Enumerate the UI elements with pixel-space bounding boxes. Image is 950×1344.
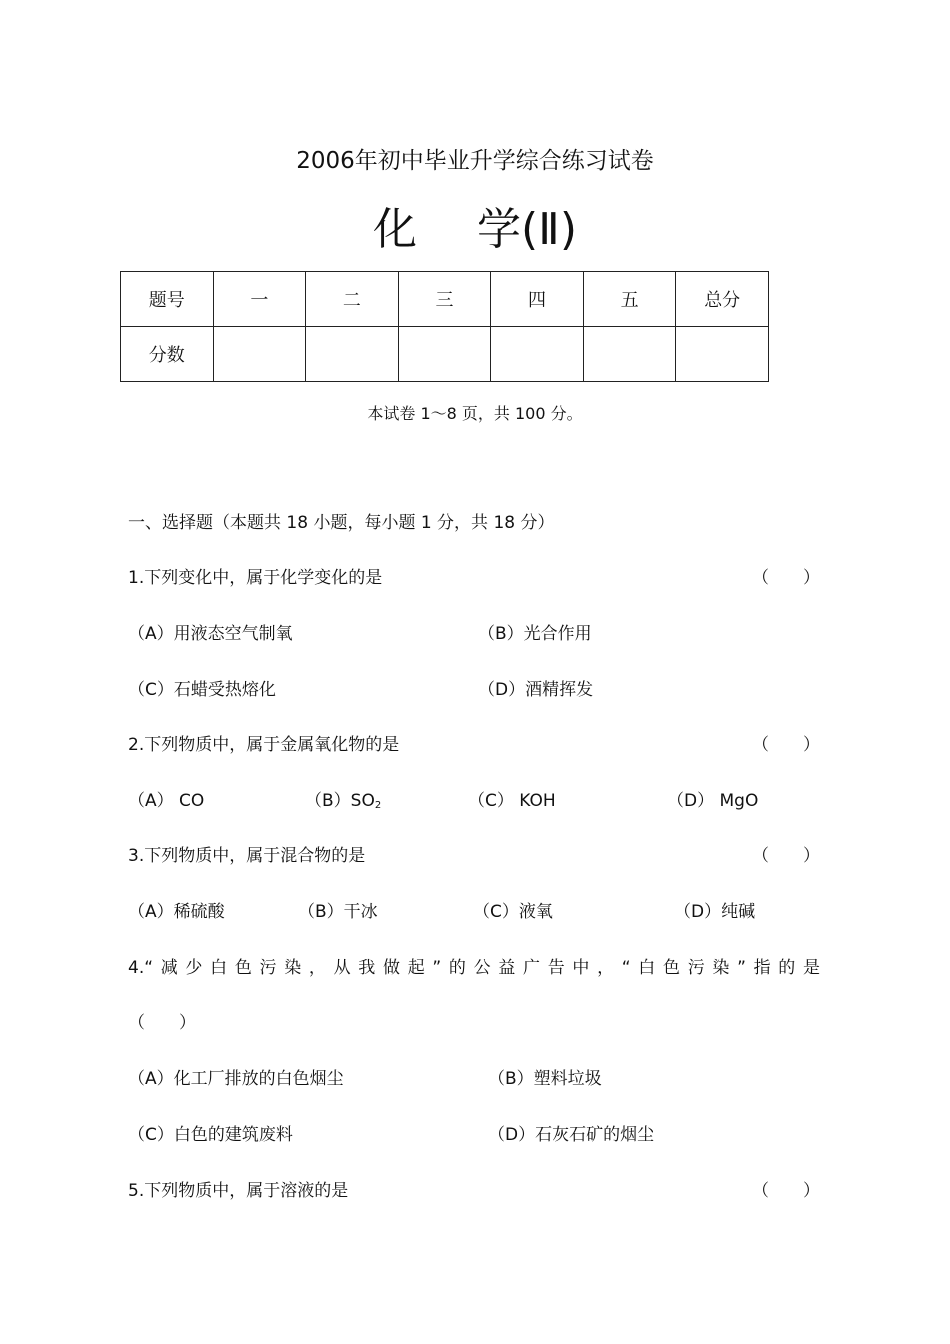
score-cell: 总分 (676, 272, 769, 327)
score-empty-cell (491, 327, 584, 382)
q3-option-d: （D）纯碱 (674, 902, 756, 922)
score-empty-cell (676, 327, 769, 382)
q3-option-c: （C）液氧 (473, 902, 553, 922)
score-empty-cell (213, 327, 306, 382)
q4-option-c: （C）白色的建筑废料 (128, 1125, 293, 1145)
subject-title (0, 202, 950, 258)
answer-paren: （ ） (128, 1013, 196, 1033)
exam-note: 本试卷 1～8 页，共 100 分。 (367, 404, 583, 423)
exam-title: 2006年初中毕业升学综合练习试卷 (296, 148, 654, 174)
q4-option-a: （A）化工厂排放的白色烟尘 (128, 1069, 344, 1089)
subscript: 2 (374, 800, 382, 811)
subject-char-2: 学(Ⅱ) (477, 204, 577, 255)
q3-option-a: （A）稀硫酸 (128, 902, 225, 922)
q2-option-b (305, 791, 381, 816)
answer-paren: （ ） (752, 846, 820, 866)
question-2-stem: 2.下列物质中，属于金属氧化物的是 (128, 735, 400, 755)
score-table-header-row (121, 272, 769, 327)
question-4-stem: 4.“减少白色污染，从我做起”的公益广告中，“白色污染”指的是 (128, 958, 820, 978)
answer-paren: （ ） (752, 735, 820, 755)
score-cell: 三 (398, 272, 491, 327)
score-empty-cell (583, 327, 676, 382)
score-empty-cell (398, 327, 491, 382)
answer-paren: （ ） (752, 568, 820, 588)
q1-option-a: （A）用液态空气制氧 (128, 624, 293, 644)
score-empty-cell (306, 327, 399, 382)
answer-paren: （ ） (752, 1181, 820, 1201)
score-cell: 题号 (121, 272, 214, 327)
q2-option-a: （A） CO (128, 791, 205, 811)
score-cell: 二 (306, 272, 399, 327)
q4-option-d: （D）石灰石矿的烟尘 (488, 1125, 655, 1145)
q2-option-d: （D） MgO (667, 791, 759, 811)
score-cell: 一 (213, 272, 306, 327)
question-3-stem: 3.下列物质中，属于混合物的是 (128, 846, 366, 866)
question-1-stem: 1.下列变化中，属于化学变化的是 (128, 568, 383, 588)
score-table-score-row (121, 327, 769, 382)
score-cell: 五 (583, 272, 676, 327)
q4-option-b: （B）塑料垃圾 (488, 1069, 602, 1089)
q3-option-b: （B）干冰 (298, 902, 378, 922)
q1-option-c: （C）石蜡受热熔化 (128, 680, 276, 700)
q2-option-c: （C） KOH (468, 791, 556, 811)
q2-option-b-text: （B）SO (305, 791, 375, 811)
question-5-stem: 5.下列物质中，属于溶液的是 (128, 1181, 349, 1201)
score-cell: 四 (491, 272, 584, 327)
section-heading: 一、选择题（本题共 18 小题，每小题 1 分，共 18 分） (128, 513, 555, 533)
q1-option-b: （B）光合作用 (478, 624, 592, 644)
score-cell: 分数 (121, 327, 214, 382)
score-table (120, 271, 769, 382)
q1-option-d: （D）酒精挥发 (478, 680, 594, 700)
subject-char-1: 化 (373, 204, 417, 255)
